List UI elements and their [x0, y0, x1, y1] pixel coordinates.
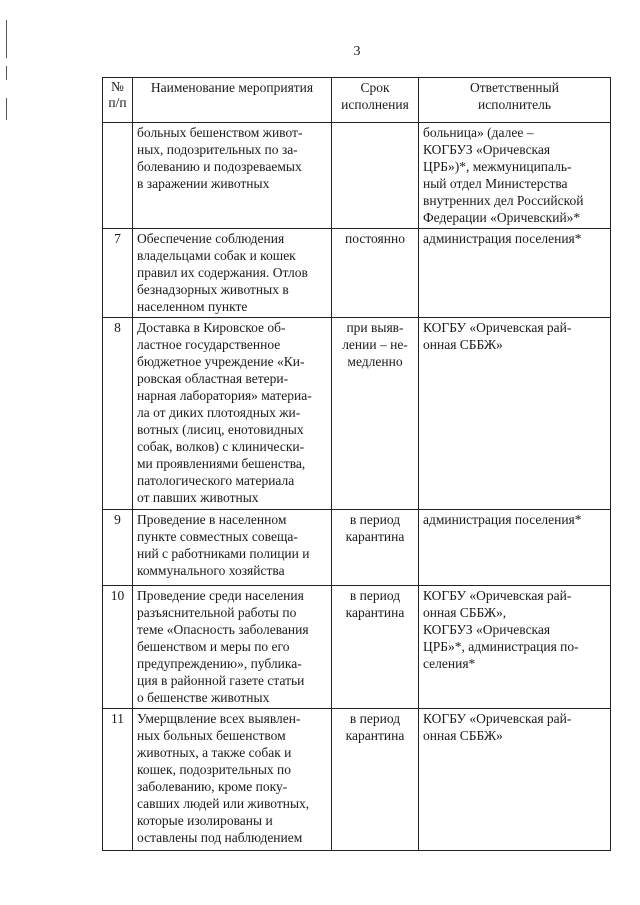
- table-header-row: [103, 78, 611, 123]
- row-number: 10: [103, 586, 133, 709]
- table-row: [103, 510, 611, 586]
- row-event-name: больных бешенством живот- ных, подозрительных по за- болеванию и подозреваемых в заражении животных: [133, 123, 332, 229]
- page-number: 3: [353, 44, 361, 59]
- row-responsible: КОГБУ «Оричевская рай- онная СББЖ»: [419, 318, 611, 510]
- row-deadline: в период карантина: [332, 586, 419, 709]
- row-deadline: постоянно: [332, 229, 419, 318]
- row-event-name: Проведение в населенном пункте совместных совеща- ний с работниками полиции и коммунального хозяйства: [133, 510, 332, 586]
- row-responsible: КОГБУ «Оричевская рай- онная СББЖ», КОГБУЗ «Оричевская ЦРБ»*, администрация по- селения*: [419, 586, 611, 709]
- row-responsible: администрация поселения*: [419, 510, 611, 586]
- header-event-name: Наименование мероприятия: [133, 78, 332, 123]
- row-number: 8: [103, 318, 133, 510]
- table-row: [103, 229, 611, 318]
- scan-margin-marks: [6, 20, 10, 120]
- table-row: [103, 709, 611, 851]
- row-event-name: Проведение среди населения разъяснительной работы по теме «Опасность заболевания бешенством и меры по его предупреждению», публика- ция в районной газете статьи о бешенстве животных: [133, 586, 332, 709]
- row-deadline: при выяв- лении – не- медленно: [332, 318, 419, 510]
- table-row: [103, 123, 611, 229]
- row-deadline: [332, 123, 419, 229]
- row-event-name: Обеспечение соблюдения владельцами собак и кошек правил их содержания. Отлов безнадзорных животных в населенном пункте: [133, 229, 332, 318]
- table-row: [103, 586, 611, 709]
- row-number: [103, 123, 133, 229]
- row-number: 9: [103, 510, 133, 586]
- row-event-name: Умерщвление всех выявлен- ных больных бешенством животных, а также собак и кошек, подозрительных по заболеванию, кроме поку- савших людей или животных, которые изолированы и оставлены под наблюдением: [133, 709, 332, 851]
- events-table: [102, 77, 611, 851]
- header-deadline: Срок исполнения: [332, 78, 419, 123]
- header-number: № п/п: [103, 78, 133, 123]
- row-number: 7: [103, 229, 133, 318]
- row-responsible: КОГБУ «Оричевская рай- онная СББЖ»: [419, 709, 611, 851]
- header-responsible: Ответственный исполнитель: [419, 78, 611, 123]
- row-deadline: в период карантина: [332, 709, 419, 851]
- table-row: [103, 318, 611, 510]
- row-deadline: в период карантина: [332, 510, 419, 586]
- row-responsible: администрация поселения*: [419, 229, 611, 318]
- row-event-name: Доставка в Кировское об- ластное государственное бюджетное учреждение «Ки- ровская областная ветери- нарная лаборатория» материа- ла от диких плотоядных жи- вотных (лисиц, енотовидных собак, волков) с клинически- ми проявлениями бешенства, патологического материала от павших животных: [133, 318, 332, 510]
- row-responsible: больница» (далее – КОГБУЗ «Оричевская ЦРБ»)*, межмуниципаль- ный отдел Министерства внутренних дел Российской Федерации «Оричевский»*: [419, 123, 611, 229]
- row-number: 11: [103, 709, 133, 851]
